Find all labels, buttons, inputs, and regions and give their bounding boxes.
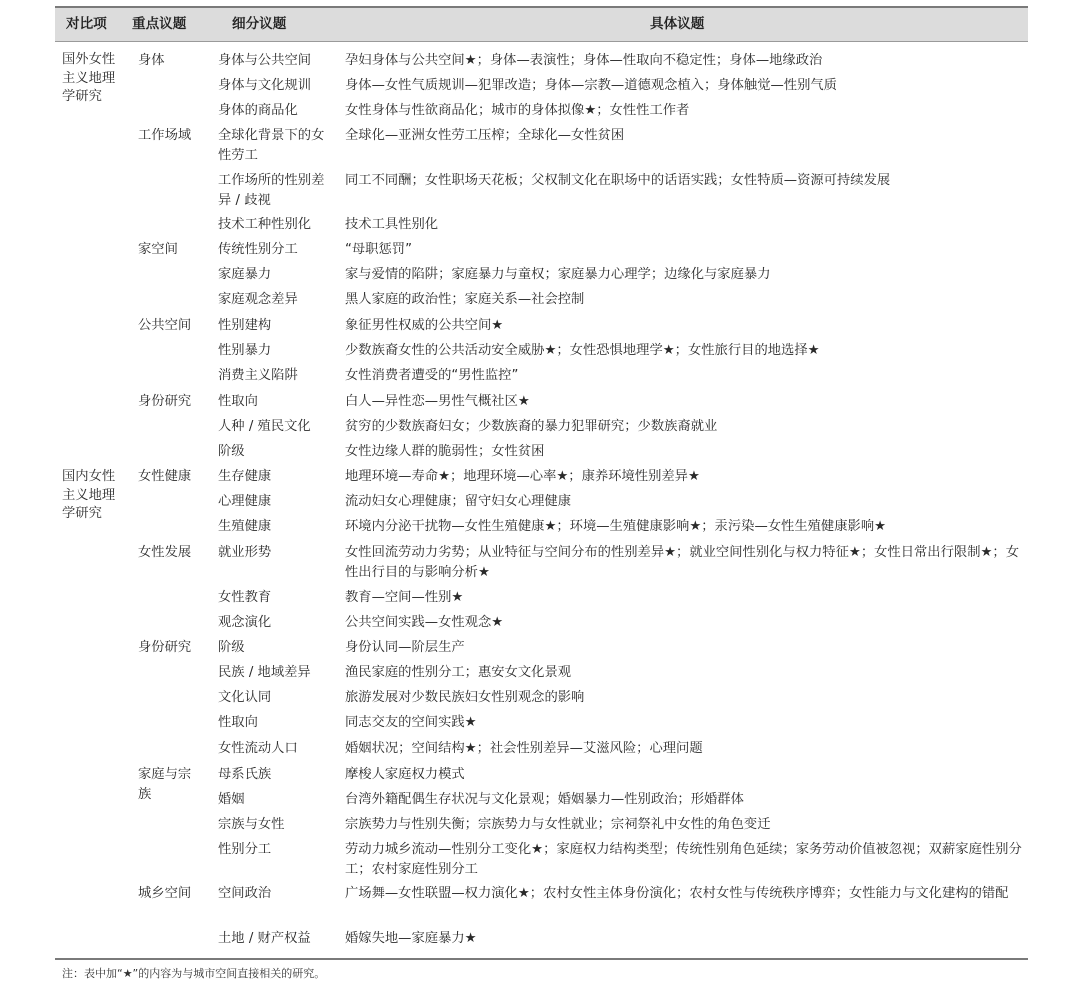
sub-topic-cell: 性取向	[218, 715, 258, 730]
sub-topic-cell: 女性教育	[218, 590, 272, 605]
sub-topic-cell: 消费主义陷阱	[218, 368, 298, 383]
key-topic: 身份研究	[138, 640, 192, 655]
specific-topic-cell: 女性消费者遭受的“男性监控”	[345, 368, 519, 383]
specific-topic-cell: 身体—女性气质规训—犯罪改造；身体—宗教—道德观念植入；身体触觉—性别气质	[345, 78, 837, 93]
table-header-rule	[55, 41, 1028, 42]
sub-topic-cell: 文化认同	[218, 690, 272, 705]
specific-topic-cell: 少数族裔女性的公共活动安全威胁★；女性恐惧地理学★；女性旅行目的地选择★	[345, 343, 820, 358]
specific-topic-cell: 技术工具性别化	[345, 217, 439, 232]
key-topic: 家庭与宗族	[138, 767, 192, 802]
specific-topic-cell: 白人—异性恋—男性气概社区★	[345, 394, 530, 409]
sub-topic-cell: 宗族与女性	[218, 817, 285, 832]
specific-topic-cell: 女性回流劳动力劣势；从业特征与空间分布的性别差异★；就业空间性别化与权力特征★；女性日常出行限制★；女性出行目的与影响分析★	[345, 545, 1020, 580]
specific-topic-cell: “母职惩罚”	[345, 242, 412, 257]
sub-topic-cell: 性取向	[218, 394, 258, 409]
specific-topic-cell: 环境内分泌干扰物—女性生殖健康★；环境—生殖健康影响★；汞污染—女性生殖健康影响★	[345, 519, 887, 534]
specific-topic-cell: 渔民家庭的性别分工；惠安女文化景观	[345, 665, 572, 680]
key-topic: 公共空间	[138, 318, 192, 333]
specific-topic-cell: 摩梭人家庭权力模式	[345, 767, 465, 782]
specific-topic-cell: 孕妇身体与公共空间★；身体—表演性；身体—性取向不稳定性；身体—地缘政治	[345, 53, 823, 68]
sub-topic-cell: 心理健康	[218, 494, 272, 509]
specific-topic-cell: 婚嫁失地—家庭暴力★	[345, 931, 477, 946]
specific-topic-cell: 同志交友的空间实践★	[345, 715, 477, 730]
compare-group-foreign: 国外女性主义地理学研究	[62, 52, 116, 104]
sub-topic-cell: 身体与公共空间	[218, 53, 312, 68]
header-sub-topic: 细分议题	[232, 16, 287, 32]
sub-topic-cell: 就业形势	[218, 545, 272, 560]
sub-topic-cell: 身体与文化规训	[218, 78, 312, 93]
specific-topic-cell: 同工不同酬；女性职场天花板；父权制文化在职场中的话语实践；女性特质—资源可持续发展	[345, 173, 891, 188]
sub-topic-cell: 空间政治	[218, 886, 272, 901]
specific-topic-cell: 女性边缘人群的脆弱性；女性贫困	[345, 444, 545, 459]
key-topic: 女性发展	[138, 545, 192, 560]
sub-topic-cell: 人种 / 殖民文化	[218, 419, 311, 434]
specific-topic-cell: 教育—空间—性别★	[345, 590, 464, 605]
specific-topic-cell: 宗族势力与性别失衡；宗族势力与女性就业；宗祠祭礼中女性的角色变迁	[345, 817, 771, 832]
header-specific-topic: 具体议题	[650, 16, 705, 32]
specific-topic-cell: 黑人家庭的政治性；家庭关系—社会控制	[345, 292, 585, 307]
specific-topic-cell: 台湾外籍配偶生存状况与文化景观；婚姻暴力—性别政治；形婚群体	[345, 792, 744, 807]
key-topic: 工作场域	[138, 128, 192, 143]
specific-topic-cell: 婚姻状况；空间结构★；社会性别差异—艾滋风险；心理问题	[345, 741, 703, 756]
header-key-topic: 重点议题	[132, 16, 187, 32]
sub-topic-cell: 家庭观念差异	[218, 292, 298, 307]
specific-topic-cell: 公共空间实践—女性观念★	[345, 615, 504, 630]
sub-topic-cell: 民族 / 地域差异	[218, 665, 311, 680]
table-footnote: 注：表中加“★”的内容为与城市空间直接相关的研究。	[62, 967, 326, 980]
sub-topic-cell: 观念演化	[218, 615, 272, 630]
sub-topic-cell: 母系氏族	[218, 767, 272, 782]
specific-topic-cell: 全球化—亚洲女性劳工压榨；全球化—女性贫困	[345, 128, 625, 143]
sub-topic-cell: 生存健康	[218, 469, 272, 484]
specific-topic-cell: 象征男性权威的公共空间★	[345, 318, 504, 333]
header-compare: 对比项	[66, 16, 107, 32]
key-topic: 家空间	[138, 242, 178, 257]
sub-topic-cell: 婚姻	[218, 792, 245, 807]
key-topic: 城乡空间	[138, 886, 192, 901]
sub-topic-cell: 女性流动人口	[218, 741, 298, 756]
sub-topic-cell: 工作场所的性别差异 / 歧视	[218, 173, 325, 208]
sub-topic-cell: 阶级	[218, 640, 245, 655]
specific-topic-cell: 女性身体与性欲商品化；城市的身体拟像★；女性性工作者	[345, 103, 690, 118]
specific-topic-cell: 身份认同—阶层生产	[345, 640, 465, 655]
sub-topic-cell: 土地 / 财产权益	[218, 931, 311, 946]
sub-topic-cell: 阶级	[218, 444, 245, 459]
sub-topic-cell: 性别建构	[218, 318, 272, 333]
specific-topic-cell: 劳动力城乡流动—性别分工变化★；家庭权力结构类型；传统性别角色延续；家务劳动价值被忽视；双薪家庭性别分工；农村家庭性别分工	[345, 842, 1022, 877]
sub-topic-cell: 传统性别分工	[218, 242, 298, 257]
key-topic: 身体	[138, 53, 165, 68]
specific-topic-cell: 家与爱情的陷阱；家庭暴力与童权；家庭暴力心理学；边缘化与家庭暴力	[345, 267, 771, 282]
sub-topic-cell: 技术工种性别化	[218, 217, 312, 232]
specific-topic-cell: 流动妇女心理健康；留守妇女心理健康	[345, 494, 572, 509]
sub-topic-cell: 身体的商品化	[218, 103, 298, 118]
key-topic: 女性健康	[138, 469, 192, 484]
key-topic: 身份研究	[138, 394, 192, 409]
compare-group-domestic: 国内女性主义地理学研究	[62, 469, 116, 521]
sub-topic-cell: 全球化背景下的女性劳工	[218, 128, 325, 163]
sub-topic-cell: 生殖健康	[218, 519, 272, 534]
specific-topic-cell: 贫穷的少数族裔妇女；少数族裔的暴力犯罪研究；少数族裔就业	[345, 419, 718, 434]
specific-topic-cell: 广场舞—女性联盟—权力演化★；农村女性主体身份演化；农村女性与传统秩序博弈；女性能力与文化建构的错配	[345, 886, 1009, 901]
table-header-background	[55, 8, 1028, 41]
sub-topic-cell: 性别分工	[218, 842, 272, 857]
specific-topic-cell: 旅游发展对少数民族妇女性别观念的影响	[345, 690, 585, 705]
sub-topic-cell: 性别暴力	[218, 343, 272, 358]
table-bottom-rule	[55, 958, 1028, 960]
specific-topic-cell: 地理环境—寿命★；地理环境—心率★；康养环境性别差异★	[345, 469, 700, 484]
sub-topic-cell: 家庭暴力	[218, 267, 272, 282]
